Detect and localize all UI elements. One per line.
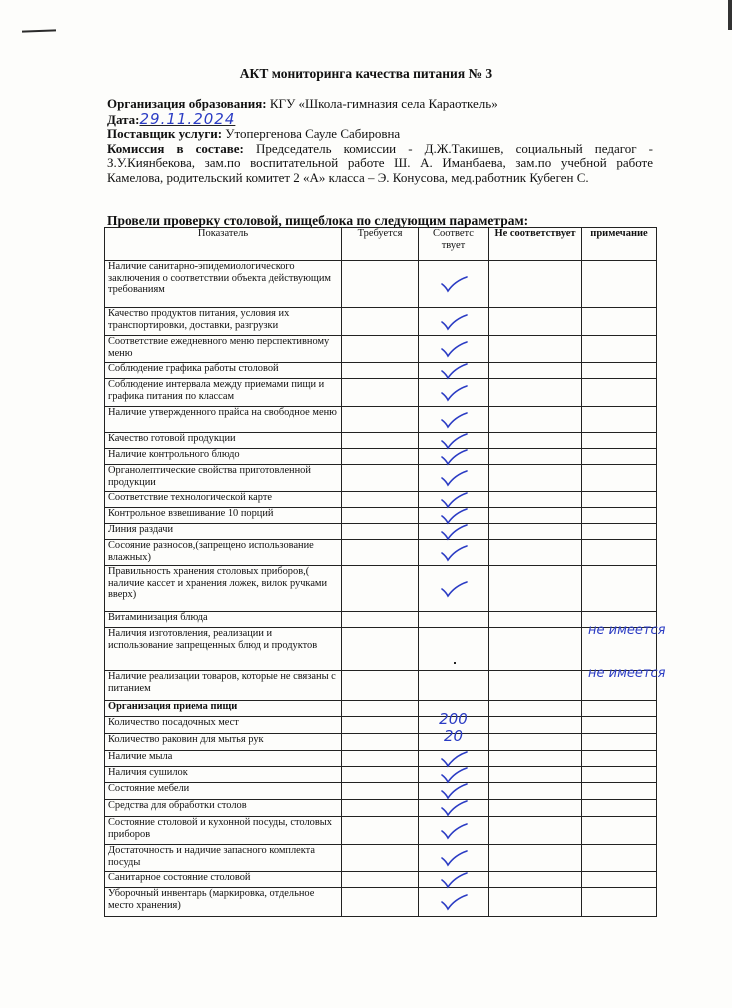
note-cell: [582, 734, 657, 751]
note-cell: [582, 363, 657, 379]
note-cell: [582, 800, 657, 817]
complies-cell: [419, 449, 489, 465]
indicator-cell: Количество раковин для мытья рук: [105, 734, 342, 751]
table-row: [105, 308, 657, 336]
table-row: [105, 717, 657, 734]
note-cell: [582, 449, 657, 465]
indicator-cell: Наличие санитарно-эпидемиологического заключения о соответствии объекта действующим требованиям: [105, 261, 342, 308]
table-row: [105, 783, 657, 800]
table-row: [105, 628, 657, 671]
indicator-cell: Наличие утвержденного прайса на свободное меню: [105, 407, 342, 433]
required-cell: [342, 767, 419, 783]
required-cell: [342, 449, 419, 465]
org-value: КГУ «Школа-гимназия села Караоткель»: [269, 96, 498, 111]
table-row: [105, 701, 657, 717]
complies-cell: [419, 751, 489, 767]
not-complies-cell: [489, 336, 582, 363]
table-row: [105, 508, 657, 524]
table-row: [105, 492, 657, 508]
supplier-line: [107, 127, 653, 142]
table-row: [105, 751, 657, 767]
complies-cell: [419, 336, 489, 363]
commission-line: [107, 142, 653, 186]
not-complies-cell: [489, 734, 582, 751]
inspection-table: [104, 227, 666, 917]
required-cell: [342, 888, 419, 917]
note-cell: [582, 492, 657, 508]
table-row: [105, 433, 657, 449]
complies-cell: [419, 363, 489, 379]
note-cell: [582, 261, 657, 308]
note-cell: [582, 717, 657, 734]
date-value: 29.11.2024: [139, 109, 236, 128]
table-row: [105, 407, 657, 433]
table-row: [105, 363, 657, 379]
not-complies-cell: [489, 540, 582, 566]
note-cell: [582, 872, 657, 888]
indicator-cell: Средства для обработки столов: [105, 800, 342, 817]
required-cell: [342, 872, 419, 888]
table-row: [105, 671, 657, 701]
indicator-cell: Количество посадочных мест: [105, 717, 342, 734]
required-cell: [342, 845, 419, 872]
indicator-cell: Контрольное взвешивание 10 порций: [105, 508, 342, 524]
document-title: АКТ мониторинга качества питания № 3: [239, 66, 493, 81]
table-row: [105, 734, 657, 751]
required-cell: [342, 336, 419, 363]
complies-cell: [419, 727, 489, 751]
required-cell: [342, 701, 419, 717]
note-cell: [582, 666, 666, 701]
checkmark-icon: [439, 799, 469, 817]
not-complies-cell: [489, 701, 582, 717]
not-complies-cell: [489, 783, 582, 800]
note-cell: [582, 888, 657, 917]
indicator-cell: Санитарное состояние столовой: [105, 872, 342, 888]
col-header-indicator: Показатель: [105, 228, 342, 261]
indicator-cell: Организация приема пищи: [105, 701, 342, 717]
note-cell: [582, 767, 657, 783]
required-cell: [342, 465, 419, 492]
note-cell: [582, 845, 657, 872]
required-cell: [342, 261, 419, 308]
table-row: [105, 612, 657, 628]
document-header: [107, 97, 653, 185]
complies-cell: [419, 566, 489, 612]
required-cell: [342, 817, 419, 845]
note-cell: [582, 817, 657, 845]
pen-stroke-mark: [22, 29, 56, 32]
note-cell: [582, 433, 657, 449]
indicator-cell: Состояние мебели: [105, 783, 342, 800]
not-complies-cell: [489, 671, 582, 701]
checkmark-icon: [439, 849, 469, 867]
table-row: [105, 817, 657, 845]
complies-cell: [419, 783, 489, 800]
note-cell: [582, 407, 657, 433]
complies-cell: [419, 492, 489, 508]
indicator-cell: Органолептические свойства приготовленной продукции: [105, 465, 342, 492]
checkmark-icon: [439, 580, 469, 598]
complies-cell: [419, 261, 489, 308]
note-cell: [582, 508, 657, 524]
complies-cell: [419, 308, 489, 336]
note-cell: [582, 623, 666, 671]
required-cell: [342, 379, 419, 407]
complies-cell: [419, 628, 489, 671]
supplier-value: Утопергенова Сауле Сабировна: [225, 126, 401, 141]
table-row: [105, 872, 657, 888]
handwritten-count: 200: [439, 710, 468, 728]
complies-cell: [419, 433, 489, 449]
complies-cell: [419, 845, 489, 872]
table-row: [105, 845, 657, 872]
complies-cell: [419, 817, 489, 845]
required-cell: [342, 671, 419, 701]
indicator-cell: Наличия изготовления, реализации и использование запрещенных блюд и продуктов: [105, 628, 342, 671]
checkmark-icon: [439, 448, 469, 466]
date-label: Дата:: [107, 111, 140, 127]
required-cell: [342, 751, 419, 767]
handwritten-note: не имеется: [588, 666, 666, 681]
indicator-cell: Сосояние разносов,(запрещено использование влажных): [105, 540, 342, 566]
indicator-cell: Соблюдение интервала между приемами пищи и графика питания по классам: [105, 379, 342, 407]
note-cell: [582, 701, 657, 717]
note-cell: [582, 465, 657, 492]
checkmark-icon: [439, 822, 469, 840]
required-cell: [342, 628, 419, 671]
indicator-cell: Качество продуктов питания, условия их транспортировки, доставки, разгрузки: [105, 308, 342, 336]
table-row: [105, 540, 657, 566]
note-cell: [582, 566, 657, 612]
not-complies-cell: [489, 566, 582, 612]
col-header-complies: Соответс твует: [419, 228, 489, 261]
indicator-cell: Наличие реализации товаров, которые не связаны с питанием: [105, 671, 342, 701]
not-complies-cell: [489, 379, 582, 407]
complies-cell: [419, 800, 489, 817]
checkmark-icon: [439, 893, 469, 911]
not-complies-cell: [489, 508, 582, 524]
required-cell: [342, 524, 419, 540]
note-cell: [582, 336, 657, 363]
checkmark-icon: [439, 340, 469, 358]
required-cell: [342, 492, 419, 508]
note-cell: [582, 308, 657, 336]
handwritten-count: 20: [443, 727, 464, 745]
complies-cell: [419, 465, 489, 492]
complies-cell: [419, 524, 489, 540]
checkmark-icon: [439, 871, 469, 889]
not-complies-cell: [489, 612, 582, 628]
table-header-row: [105, 228, 657, 261]
not-complies-cell: [489, 261, 582, 308]
complies-cell: [419, 872, 489, 888]
complies-cell: [419, 671, 489, 701]
complies-cell: [419, 379, 489, 407]
not-complies-cell: [489, 407, 582, 433]
complies-cell: [419, 888, 489, 917]
not-complies-cell: [489, 524, 582, 540]
commission-value: Председатель комиссии - Д.Ж.Такишев, социальный педагог - З.У.Киянбекова, зам.по воспитательной работе Ш. А. Иманбаева, зам.по учебной работе Камелова, родительский комитет 2 «А» класса – Э. Конусова, мед.работник Кубеген С.: [107, 140, 653, 185]
table-row: [105, 336, 657, 363]
table-row: [105, 465, 657, 492]
table-row: [105, 449, 657, 465]
checkmark-icon: [439, 411, 469, 429]
not-complies-cell: [489, 449, 582, 465]
note-cell: [582, 379, 657, 407]
table-row: [105, 524, 657, 540]
checkmark-icon: [439, 275, 469, 293]
table-row: [105, 566, 657, 612]
scan-edge-mark: [728, 0, 732, 30]
required-cell: [342, 734, 419, 751]
not-complies-cell: [489, 492, 582, 508]
table-row: [105, 767, 657, 783]
note-cell: [582, 751, 657, 767]
table-row: [105, 379, 657, 407]
required-cell: [342, 717, 419, 734]
required-cell: [342, 540, 419, 566]
section-title: Провели проверку столовой, пищеблока по следующим параметрам:: [107, 213, 529, 228]
table-row: [105, 261, 657, 308]
col-header-required: Требуется: [342, 228, 419, 261]
complies-cell: [419, 407, 489, 433]
col-header-not-complies: Не соответствует: [489, 228, 582, 261]
indicator-cell: Соответствие технологической карте: [105, 492, 342, 508]
not-complies-cell: [489, 888, 582, 917]
indicator-cell: Соблюдение графика работы столовой: [105, 363, 342, 379]
not-complies-cell: [489, 767, 582, 783]
indicator-cell: Уборочный инвентарь (маркировка, отдельное место хранения): [105, 888, 342, 917]
checkmark-icon: [439, 469, 469, 487]
note-cell: [582, 524, 657, 540]
checkmark-icon: [439, 766, 469, 784]
col-header-note: примечание: [582, 228, 657, 261]
indicator-cell: Достаточность и надичие запасного комплекта посуды: [105, 845, 342, 872]
checkmark-icon: [439, 782, 469, 800]
required-cell: [342, 800, 419, 817]
checkmark-icon: [439, 544, 469, 562]
required-cell: [342, 508, 419, 524]
complies-cell: [419, 767, 489, 783]
not-complies-cell: [489, 628, 582, 671]
not-complies-cell: [489, 308, 582, 336]
indicator-cell: Наличие контрольного блюдо: [105, 449, 342, 465]
indicator-cell: Состояние столовой и кухонной посуды, столовых приборов: [105, 817, 342, 845]
checkmark-icon: [439, 362, 469, 380]
not-complies-cell: [489, 363, 582, 379]
date-line: [107, 109, 653, 128]
checkmark-icon: [439, 523, 469, 541]
not-complies-cell: [489, 751, 582, 767]
not-complies-cell: [489, 465, 582, 492]
required-cell: [342, 433, 419, 449]
indicator-cell: Линия раздачи: [105, 524, 342, 540]
not-complies-cell: [489, 717, 582, 734]
indicator-cell: Наличия сушилок: [105, 767, 342, 783]
checkmark-icon: [439, 313, 469, 331]
indicator-cell: Правильность хранения столовых приборов,( наличие кассет и хранения ложек, вилок ручками вверх): [105, 566, 342, 612]
commission-label: Комиссия в составе:: [107, 140, 244, 156]
checkmark-icon: [439, 384, 469, 402]
indicator-cell: Наличие мыла: [105, 751, 342, 767]
required-cell: [342, 783, 419, 800]
table-row: [105, 800, 657, 817]
note-cell: [582, 783, 657, 800]
required-cell: [342, 407, 419, 433]
not-complies-cell: [489, 800, 582, 817]
indicator-cell: Соответствие ежедневного меню перспективному меню: [105, 336, 342, 363]
note-cell: [582, 540, 657, 566]
indicator-cell: Витаминизация блюда: [105, 612, 342, 628]
complies-cell: [419, 508, 489, 524]
required-cell: [342, 308, 419, 336]
not-complies-cell: [489, 845, 582, 872]
supplier-label: Поставщик услуги:: [107, 126, 223, 141]
ink-dot: [454, 662, 456, 664]
not-complies-cell: [489, 433, 582, 449]
complies-cell: [419, 612, 489, 628]
table-row: [105, 888, 657, 917]
handwritten-note: не имеется: [588, 623, 666, 638]
required-cell: [342, 363, 419, 379]
indicator-cell: Качество готовой продукции: [105, 433, 342, 449]
required-cell: [342, 612, 419, 628]
not-complies-cell: [489, 872, 582, 888]
required-cell: [342, 566, 419, 612]
org-label: Организация образования:: [107, 96, 267, 111]
not-complies-cell: [489, 817, 582, 845]
complies-cell: [419, 540, 489, 566]
